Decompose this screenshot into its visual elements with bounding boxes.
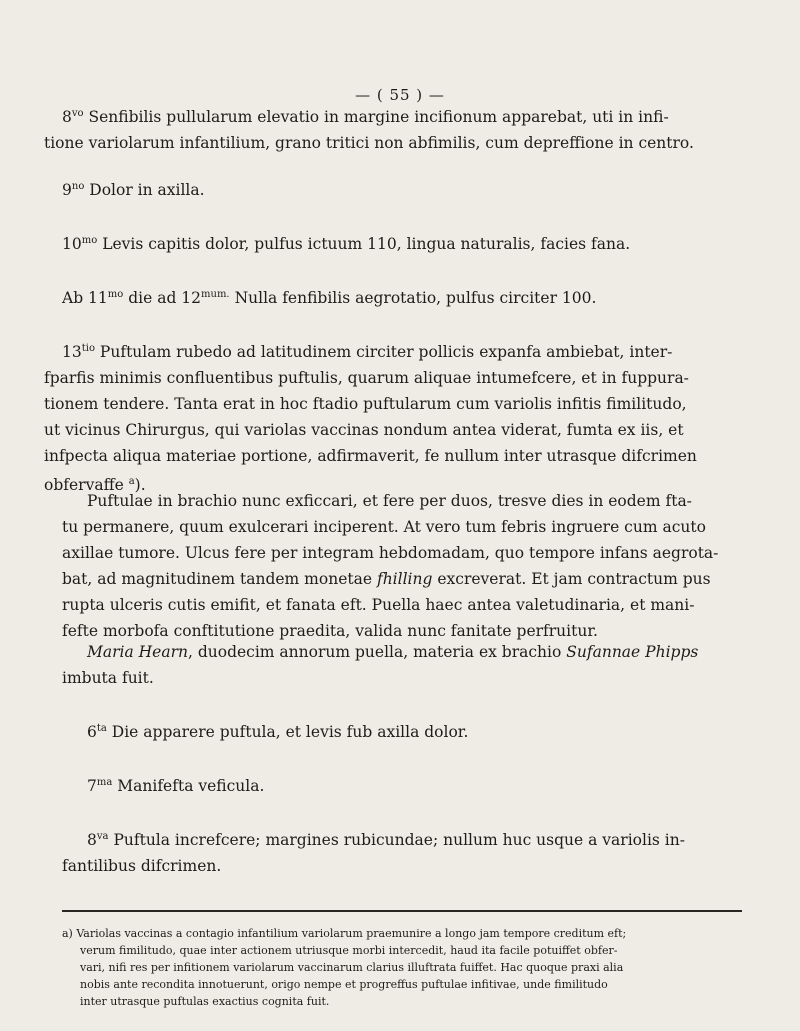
paragraph-10 bbox=[62, 228, 742, 257]
para-number: 8 bbox=[87, 831, 97, 849]
text-line: rupta ulceris cutis emifit, et fanata eft. Puella haec antea valetudinaria, et mani- bbox=[62, 596, 695, 614]
para-number-suffix: no bbox=[71, 181, 85, 192]
para-number: 6 bbox=[87, 723, 97, 741]
para-number: 8 bbox=[62, 108, 72, 126]
paragraph-9 bbox=[62, 174, 742, 203]
text-line: axillae tumore. Ulcus fere per integram hebdomadam, quo tempore infans aegrota- bbox=[62, 544, 719, 562]
text-line: Puftulae in brachio nunc exficcari, et fere per duos, tresve dies in eodem fta- bbox=[87, 492, 692, 510]
text-line: Senfibilis pullularum elevatio in margine incifionum apparebat, uti in infi- bbox=[88, 108, 669, 126]
paragraph-maria bbox=[62, 639, 742, 691]
para-number: 10 bbox=[62, 235, 82, 253]
paragraph-8 bbox=[44, 101, 742, 156]
paragraph-11 bbox=[62, 282, 742, 311]
para-number-suffix: mo bbox=[81, 235, 98, 246]
text-line: tu permanere, quum exulcerari inciperent. At vero tum febris ingruere cum acuto bbox=[62, 518, 706, 536]
text-line: tionem tendere. Tanta erat in hoc ftadio puftularum cum variolis infitis fimilitudo, bbox=[44, 395, 687, 413]
patient-name: Maria Hearn bbox=[87, 643, 188, 661]
text-fragment: ). bbox=[134, 476, 146, 494]
footnote-divider bbox=[62, 910, 742, 912]
text-line: infpecta aliqua materiae portione, adfirmaverit, fe nullum inter utrasque difcrimen bbox=[44, 447, 697, 465]
paragraph-pustulae bbox=[62, 488, 742, 644]
text-line: Nulla fenfibilis aegrotatio, pulfus circiter 100. bbox=[234, 289, 597, 307]
text-line: Die apparere puftula, et levis fub axilla dolor. bbox=[111, 723, 469, 741]
text-line: fefte morbofa conftitutione praedita, valida nunc fanitate perfruitur. bbox=[62, 622, 598, 640]
text-line: fparfis minimis confluentibus puftulis, quarum aliquae intumefcere, et in fuppura- bbox=[44, 369, 689, 387]
text-line: Dolor in axilla. bbox=[89, 181, 205, 199]
para-number: 7 bbox=[87, 777, 97, 795]
footnote bbox=[62, 925, 746, 1010]
text-fragment: die ad 12 bbox=[128, 289, 202, 307]
para-number: 13 bbox=[62, 343, 82, 361]
paragraph-7 bbox=[62, 770, 742, 799]
text-line: obfervaffe bbox=[44, 476, 124, 494]
paragraph-6 bbox=[62, 716, 742, 745]
page-number: — ( 55 ) — bbox=[355, 86, 445, 104]
para-number-suffix: tio bbox=[81, 343, 95, 354]
footnote-line: a) Variolas vaccinas a contagio infantilium variolarum praemunire a longo jam tempore creditum eft; bbox=[62, 927, 627, 940]
text-line: imbuta fuit. bbox=[62, 669, 154, 687]
para-number-suffix: mum. bbox=[201, 289, 230, 300]
text-fragment: Ab 11 bbox=[62, 289, 108, 307]
text-line: Levis capitis dolor, pulfus ictuum 110, lingua naturalis, facies fana. bbox=[102, 235, 631, 253]
text-fragment: bat, ad magnitudinem tandem monetae bbox=[62, 570, 373, 588]
para-number-suffix: mo bbox=[107, 289, 124, 300]
para-number: 9 bbox=[62, 181, 72, 199]
footnote-line: inter utrasque puftulas exactius cognita fuit. bbox=[80, 995, 330, 1008]
text-fragment: excreverat. Et jam contractum pus bbox=[437, 570, 711, 588]
footnote-ref[interactable]: a bbox=[128, 476, 135, 487]
paragraph-8b bbox=[62, 824, 742, 879]
text-line: Manifefta veficula. bbox=[117, 777, 265, 795]
text-line: Puftula increfcere; margines rubicundae; nullum huc usque a variolis in- bbox=[113, 831, 685, 849]
text-fragment: , duodecim annorum puella, materia ex brachio bbox=[187, 643, 562, 661]
para-number-suffix: va bbox=[96, 831, 109, 842]
footnote-line: nobis ante recondita innotuerunt, origo nempe et progreffus puftulae infitivae, unde fimilitudo bbox=[80, 978, 608, 991]
text-line: fantilibus difcrimen. bbox=[62, 857, 222, 875]
footnote-line: verum fimilitudo, quae inter actionem utriusque morbi intercedit, haud ita facile potuiffet obfer- bbox=[80, 944, 618, 957]
source-name: Sufannae Phipps bbox=[566, 643, 699, 661]
footnote-line: vari, nifi res per infitionem variolarum vaccinarum clarius illuftrata fuiffet. Hac quoque praxi alia bbox=[80, 961, 624, 974]
text-line: tione variolarum infantilium, grano tritici non abfimilis, cum depreffione in centro. bbox=[44, 134, 694, 152]
paragraph-13 bbox=[44, 336, 742, 498]
italic-term: fhilling bbox=[376, 570, 433, 588]
text-line: ut vicinus Chirurgus, qui variolas vaccinas nondum antea viderat, fumta ex iis, et bbox=[44, 421, 684, 439]
para-number-suffix: ma bbox=[96, 777, 113, 788]
para-number-suffix: vo bbox=[71, 108, 84, 119]
text-line: Puftulam rubedo ad latitudinem circiter pollicis expanfa ambiebat, inter- bbox=[99, 343, 673, 361]
para-number-suffix: ta bbox=[96, 723, 107, 734]
